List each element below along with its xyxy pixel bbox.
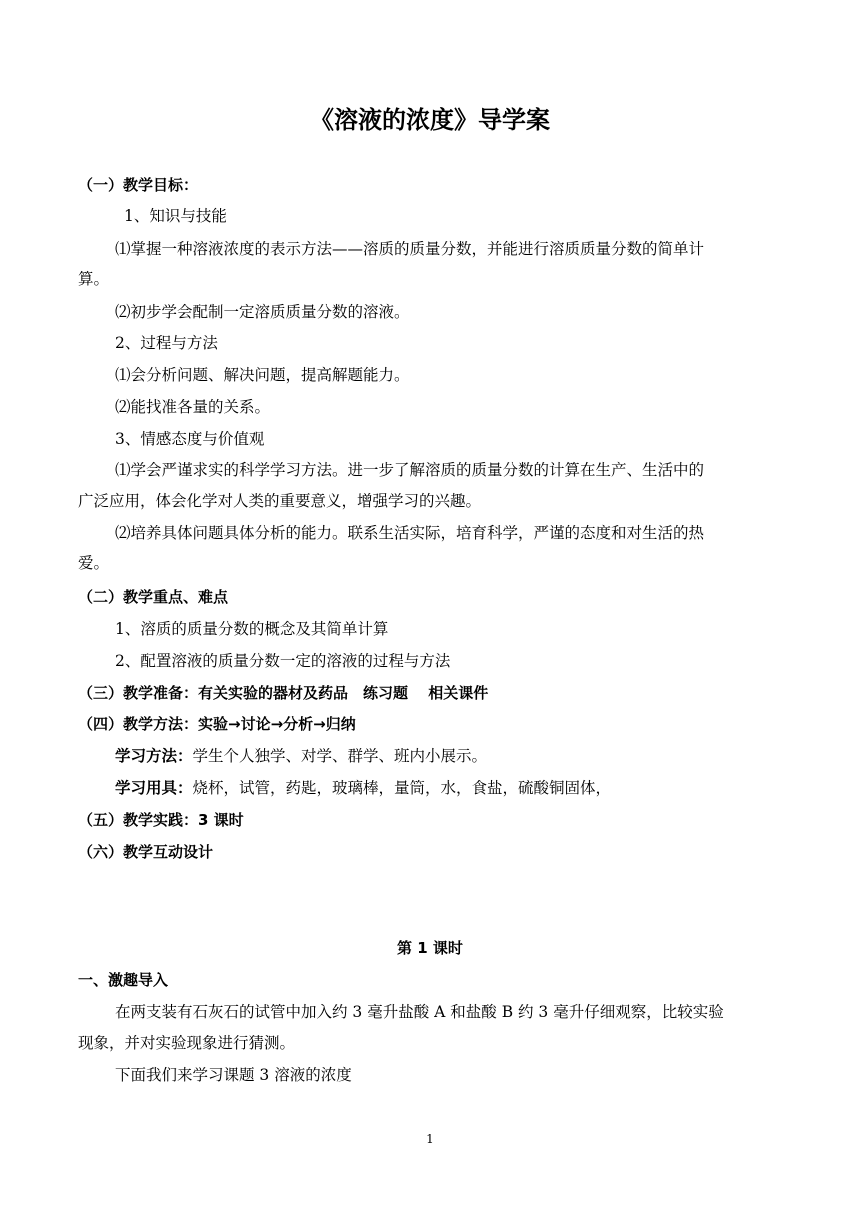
- subheading-knowledge-skills: 1、知识与技能: [124, 207, 227, 225]
- learning-tools-text: 烧杯，试管，药匙，玻璃棒，量筒，水，食盐，硫酸铜固体，: [192, 779, 612, 797]
- paragraph-line: 爱。: [78, 554, 110, 572]
- paragraph-line: 现象，并对实验现象进行猜测。: [78, 1034, 296, 1052]
- paragraph-line: ⑵能找准各量的关系。: [115, 398, 271, 416]
- paragraph-line: 在两支装有石灰石的试管中加入约 3 毫升盐酸 A 和盐酸 B 约 3 毫升仔细观察，比较实验: [115, 1003, 724, 1021]
- learning-tools-label: 学习用具：: [115, 779, 193, 797]
- learning-method-text: 学生个人独学、对学、群学、班内小展示。: [192, 747, 488, 765]
- paragraph-line: ⑴学会严谨求实的科学学习方法。进一步了解溶质的质量分数的计算在生产、生活中的: [115, 461, 705, 479]
- section-heading-methods: （四）教学方法：实验→讨论→分析→归纳: [78, 715, 356, 733]
- subheading-process-method: 2、过程与方法: [115, 334, 218, 352]
- page-number: 1: [426, 1132, 434, 1146]
- paragraph-line: 2、配置溶液的质量分数一定的溶液的过程与方法: [115, 652, 451, 670]
- section-heading-practice: （五）教学实践：3 课时: [78, 811, 244, 829]
- learning-method-label: 学习方法：: [115, 747, 193, 765]
- paragraph-line: 下面我们来学习课题 3 溶液的浓度: [115, 1066, 352, 1084]
- part-heading-intro: 一、激趣导入: [78, 971, 169, 989]
- paragraph-line: 算。: [78, 270, 110, 288]
- section-heading-preparation: （三）教学准备：有关实验的器材及药品 练习题 相关课件: [78, 684, 489, 702]
- paragraph-line: ⑴会分析问题、解决问题，提高解题能力。: [115, 366, 410, 384]
- document-title: 《溶液的浓度》导学案: [310, 106, 550, 134]
- section-heading-key-points: （二）教学重点、难点: [78, 588, 229, 606]
- section-heading-interaction: （六）教学互动设计: [78, 843, 214, 861]
- paragraph-line: 1、溶质的质量分数的概念及其简单计算: [115, 620, 389, 638]
- section-heading-objectives: （一）教学目标：: [78, 176, 199, 194]
- lesson-heading: 第 1 课时: [397, 939, 463, 957]
- learning-method-line: [115, 746, 487, 766]
- subheading-attitude-values: 3、情感态度与价值观: [115, 430, 265, 448]
- paragraph-line: ⑴掌握一种溶液浓度的表示方法——溶质的质量分数，并能进行溶质质量分数的简单计: [115, 240, 705, 258]
- paragraph-line: ⑵初步学会配制一定溶质质量分数的溶液。: [115, 303, 410, 321]
- learning-tools-line: [115, 778, 611, 798]
- paragraph-line: 广泛应用，体会化学对人类的重要意义，增强学习的兴趣。: [78, 492, 482, 510]
- paragraph-line: ⑵培养具体问题具体分析的能力。联系生活实际，培育科学，严谨的态度和对生活的热: [115, 524, 705, 542]
